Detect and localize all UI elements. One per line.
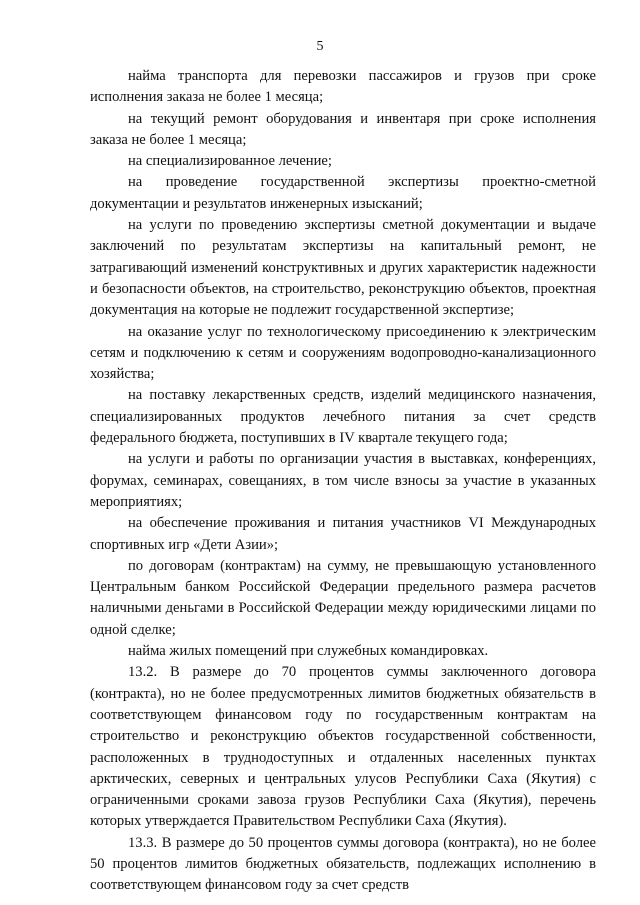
paragraph-medicines: на поставку лекарственных средств, изделий медицинского назначения, специализированных продуктов лечебного питания за счет средств федерального бюджета, поступивших в IV квартале текущего года;	[90, 387, 596, 447]
paragraph-13-3: 13.3. В размере до 50 процентов суммы договора (контракта), но не более 50 процентов лимитов бюджетных обязательств, подлежащих исполнению в соответствующем финансовом году за счет средств	[90, 834, 596, 894]
paragraph-housing: найма жилых помещений при служебных командировках.	[128, 643, 489, 660]
paragraph-children-of-asia: на обеспечение проживания и питания участников VI Международных спортивных игр «Дети Азии»;	[90, 515, 596, 553]
paragraph-repair: на текущий ремонт оборудования и инвентаря при сроке исполнения заказа не более 1 месяца;	[90, 110, 596, 148]
paragraph-exhibitions: на услуги и работы по организации участия в выставках, конференциях, форумах, семинарах, совещаниях, в том числе взносы за участие в указанных мероприятиях;	[90, 451, 596, 510]
paragraph-13-2: 13.2. В размере до 70 процентов суммы заключенного договора (контракта), но не более предусмотренных лимитов бюджетных обязательств в соответствующем финансовом году по государственным контрактам на строительство и реконструкцию объектов государственной собственности, расположенных в труднодоступных и отдаленных населенных пунктах арктических, северных и центральных улусов Республики Саха (Якутия) с ограниченными сроками завоза грузов Республики Саха (Якутия), перечень которых утверждается Правительством Республики Саха (Якутия).	[90, 664, 596, 830]
document-body	[90, 66, 596, 897]
page-number: 5	[316, 39, 324, 54]
paragraph-cash-limit: по договорам (контрактам) на сумму, не превышающую установленного Центральным банком Российской Федерации предельного размера расчетов наличными деньгами в Российской Федерации между юридическими лицами по одной сделке;	[90, 557, 596, 638]
paragraph-transport: найма транспорта для перевозки пассажиров и грузов при сроке исполнения заказа не более 1 месяца;	[90, 68, 596, 106]
paragraph-treatment: на специализированное лечение;	[128, 153, 332, 170]
paragraph-state-expertise: на проведение государственной экспертизы проектно-сметной документации и результатов инженерных изысканий;	[90, 174, 596, 212]
paragraph-estimate-expertise: на услуги по проведению экспертизы сметной документации и выдаче заключений по результатам экспертизы на капитальный ремонт, не затрагивающий изменений конструктивных и других характеристик надежности и безопасности объектов, на строительство, реконструкцию объектов, проектная документация на которые не подлежит государственной экспертизе;	[90, 217, 596, 319]
paragraph-grid-connection: на оказание услуг по технологическому присоединению к электрическим сетям и подключению к сетям и сооружениям водопроводно-канализационного хозяйства;	[90, 323, 596, 383]
